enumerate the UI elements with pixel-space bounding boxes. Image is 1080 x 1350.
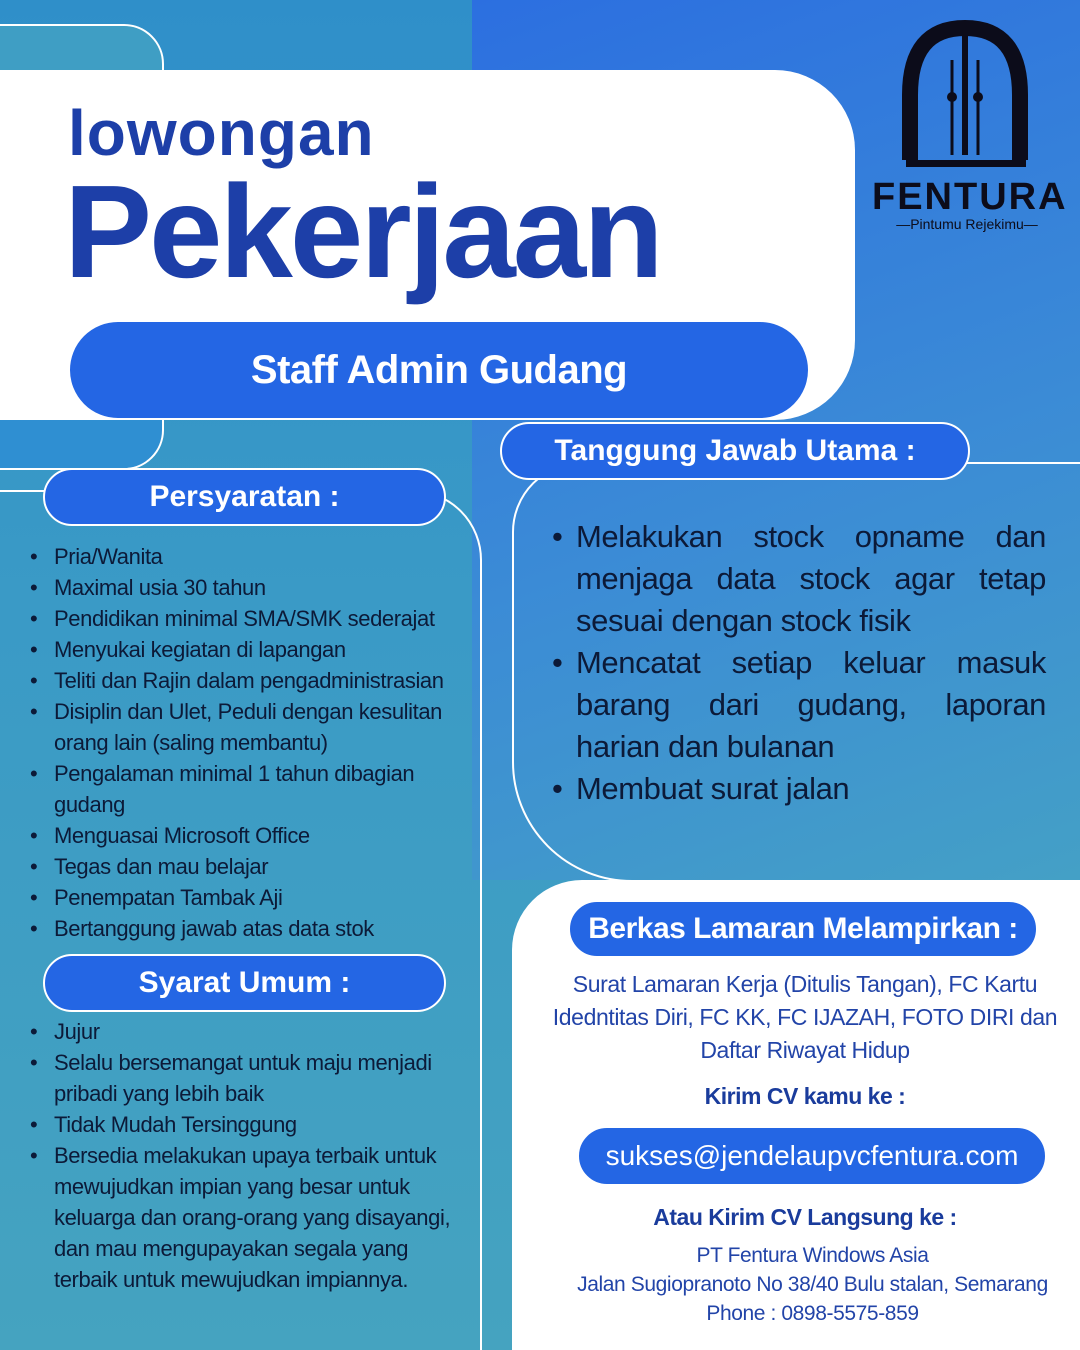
list-item: • Menguasai Microsoft Office [26,820,476,851]
phone-number: Phone : 0898-5575-859 [706,1302,919,1325]
list-item: • Selalu bersemangat untuk maju menjadi pribadi yang lebih baik [26,1047,476,1109]
list-item: • Bersedia melakukan upaya terbaik untuk mewujudkan impian yang besar untuk keluarga dan orang-orang yang disayangi, dan mau mengupayakan segala yang terbaik untuk mewujudkan impiannya. [26,1140,476,1295]
street-address: Jalan Sugiopranoto No 38/40 Bulu stalan, Semarang [577,1273,1048,1296]
list-item: • Pendidikan minimal SMA/SMK sederajat [26,603,476,634]
list-item: • Membuat surat jalan [548,768,1046,810]
list-item: • Menyukai kegiatan di lapangan [26,634,476,665]
list-item: • Pengalaman minimal 1 tahun dibagian gudang [26,758,476,820]
company-name: PT Fentura Windows Asia [696,1244,929,1267]
list-item: • Teliti dan Rajin dalam pengadministrasian [26,665,476,696]
list-item: • Maximal usia 30 tahun [26,572,476,603]
list-item: • Disiplin dan Ulet, Peduli dengan kesulitan orang lain (saling membantu) [26,696,476,758]
list-item: • Mencatat setiap keluar masuk barang dari gudang, laporan harian dan bulanan [548,642,1046,768]
requirements-list [26,541,476,944]
logo-tagline: —Pintumu Rejekimu— [896,216,1038,232]
documents-heading: Berkas Lamaran Melampirkan : [568,900,1038,958]
list-item: • Melakukan stock opname dan menjaga data stock agar tetap sesuai dengan stock fisik [548,516,1046,642]
list-item: • Bertanggung jawab atas data stok [26,913,476,944]
list-item: • Jujur [26,1016,476,1047]
page-title: Pekerjaan [64,158,661,305]
responsibilities-list [548,516,1046,810]
list-item: • Tegas dan mau belajar [26,851,476,882]
general-list [26,1016,476,1295]
direct-send-label: Atau Kirim CV Langsung ke : [653,1204,957,1230]
email-link[interactable]: sukses@jendelaupvcfentura.com [577,1126,1047,1186]
company-address [530,1241,1080,1328]
documents-text: Surat Lamaran Kerja (Ditulis Tangan), FC Kartu Idedntitas Diri, FC KK, FC IJAZAH, FOTO DIRI dan Daftar Riwayat Hidup [552,971,1058,1063]
title-small: lowongan [68,97,375,169]
send-cv-label: Kirim CV kamu ke : [704,1083,906,1109]
list-item: • Penempatan Tambak Aji [26,882,476,913]
responsibilities-heading: Tanggung Jawab Utama : [500,422,970,480]
position-badge: Staff Admin Gudang [68,320,810,420]
requirements-heading: Persyaratan : [43,468,446,526]
general-heading: Syarat Umum : [43,954,446,1012]
logo-name: FENTURA [872,176,1068,218]
list-item: • Pria/Wanita [26,541,476,572]
list-item: • Tidak Mudah Tersinggung [26,1109,476,1140]
